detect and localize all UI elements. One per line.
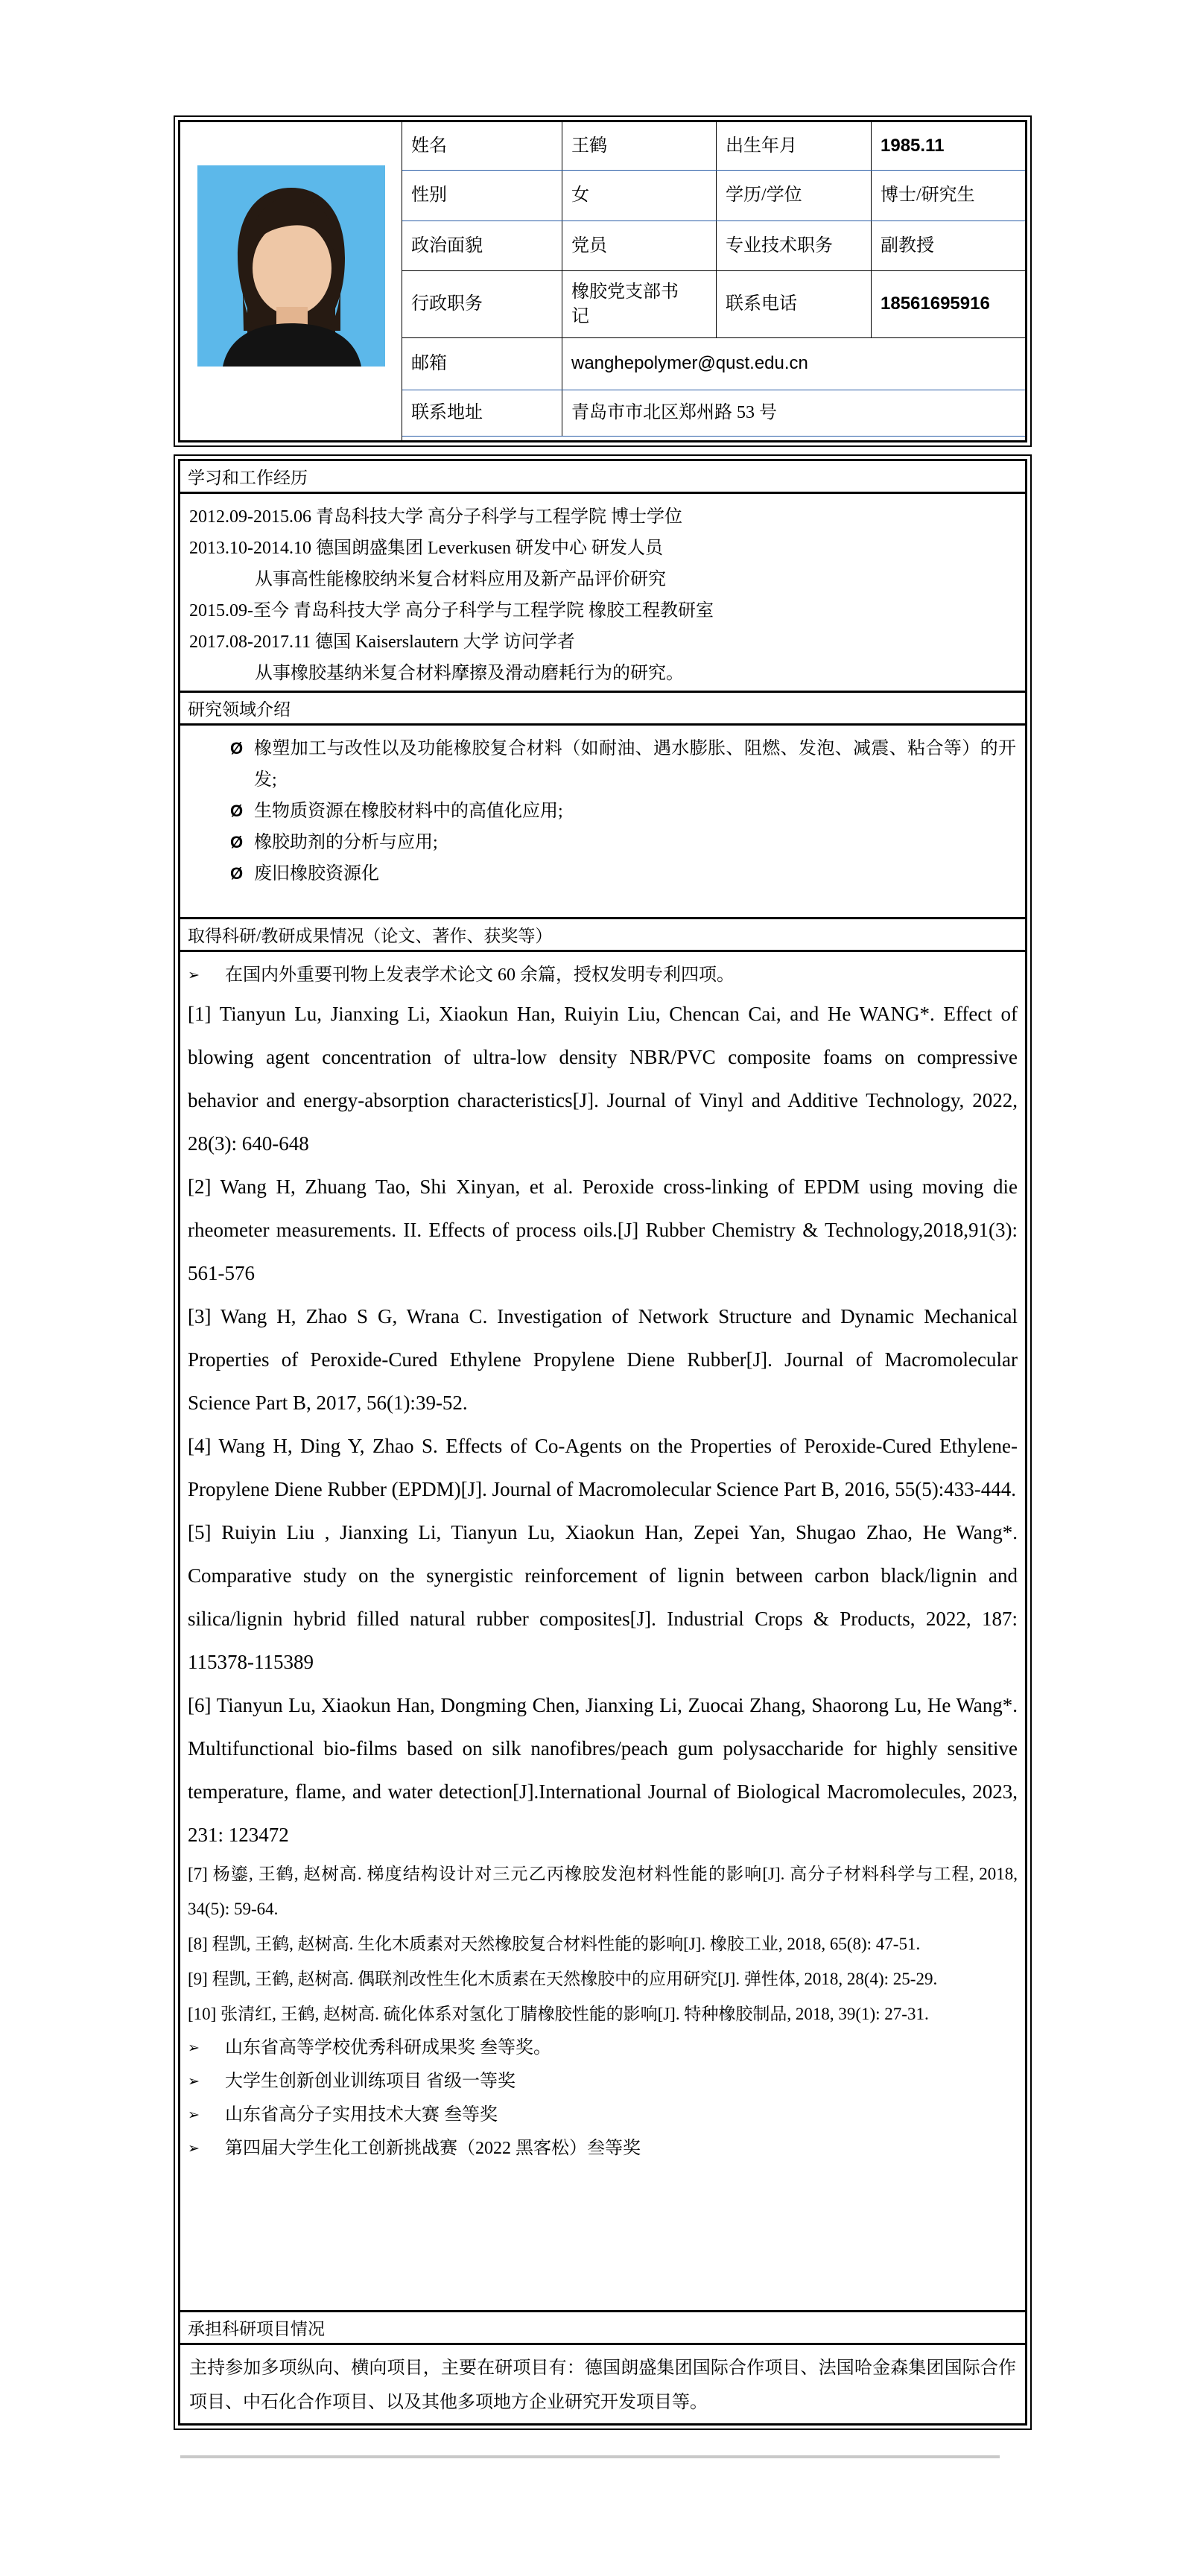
label-gender: 性别 <box>402 171 562 221</box>
publication-entry: [10] 张清红, 王鹤, 赵树高. 硫化体系对氢化丁腈橡胶性能的影响[J]. 特种橡胶制品, 2018, 39(1): 27-31. <box>188 2005 929 2023</box>
arrow-bullet-icon: ➢ <box>188 2107 200 2123</box>
experience-line: 2015.09-至今 青岛科技大学 高分子科学与工程学院 橡胶工程教研室 <box>189 601 714 621</box>
label-political-status: 政治面貌 <box>402 221 562 270</box>
info-row-gender <box>402 171 1025 221</box>
id-photo <box>197 165 385 367</box>
experience-line: 2013.10-2014.10 德国朗盛集团 Leverkusen 研发中心 研发人员 <box>189 539 663 558</box>
experience-line-indented: 从事高性能橡胶纳米复合材料应用及新产品评价研究 <box>255 570 666 589</box>
award-row <box>188 2065 1018 2098</box>
research-bullet-text: 橡塑加工与改性以及功能橡胶复合材料（如耐油、遇水膨胀、阻燃、发泡、减震、粘合等）的开发; <box>254 739 1016 790</box>
research-bullet-row <box>189 796 1016 827</box>
achievements-intro-text: 在国内外重要刊物上发表学术论文 60 余篇，授权发明专利四项。 <box>225 965 735 985</box>
value-gender: 女 <box>562 171 717 221</box>
publication-entry: [9] 程凯, 王鹤, 赵树高. 偶联剂改性生化木质素在天然橡胶中的应用研究[J]. 弹性体, 2018, 28(4): 25-29. <box>188 1970 938 1988</box>
award-text: 第四届大学生化工创新挑战赛（2022 黑客松）叁等奖 <box>225 2139 641 2158</box>
research-bullet-row <box>189 733 1016 796</box>
details-table-inner <box>178 459 1027 2426</box>
research-bullet-text: 橡胶助剂的分析与应用; <box>254 833 438 852</box>
diamond-bullet-icon: Ø <box>230 802 244 820</box>
info-row-email <box>402 338 1025 390</box>
research-bullet-row <box>189 858 1016 889</box>
section-header-research: 研究领域介绍 <box>180 693 1025 726</box>
value-professional-title: 副教授 <box>881 235 934 256</box>
info-grid <box>402 122 1025 440</box>
arrow-bullet-icon: ➢ <box>188 967 200 983</box>
label-admin-position: 行政职务 <box>402 271 562 337</box>
publication-entry: [7] 杨鎏, 王鹤, 赵树高. 梯度结构设计对三元乙丙橡胶发泡材料性能的影响[J]. 高分子材料科学与工程, 2018, 34(5): 59-64. <box>188 1865 1018 1918</box>
publication-entry: [6] Tianyun Lu, Xiaokun Han, Dongming Chen, Jianxing Li, Zuocai Zhang, Shaorong Lu, He Wang*. Multifunctional bio-films based on silk nanofibres/peach gum polysaccharide for highly sensitive temperature, flame, and water detection[J].International Journal of Biological Macromolecules, 2023, 231: 123472 <box>188 1694 1018 1846</box>
value-email: wanghepolymer@qust.edu.cn <box>571 353 808 374</box>
value-birthdate: 1985.11 <box>881 135 945 156</box>
research-bullet-text: 废旧橡胶资源化 <box>254 864 379 883</box>
label-phone: 联系电话 <box>717 271 872 337</box>
value-political-status: 党员 <box>562 221 717 270</box>
research-bullet-row <box>189 827 1016 858</box>
section-header-achievements: 取得科研/教研成果情况（论文、著作、获奖等） <box>180 919 1025 952</box>
arrow-bullet-icon: ➢ <box>188 2073 200 2090</box>
info-row-political <box>402 221 1025 271</box>
experience-line: 2017.08-2017.11 德国 Kaiserslautern 大学 访问学者 <box>189 632 575 652</box>
award-text: 山东省高等学校优秀科研成果奖 叁等奖。 <box>225 2038 551 2058</box>
value-phone: 18561695916 <box>881 294 990 314</box>
arrow-bullet-icon: ➢ <box>188 2140 200 2157</box>
section-header-projects: 承担科研项目情况 <box>180 2312 1025 2345</box>
info-row-address <box>402 390 1025 437</box>
personal-info-table <box>174 115 1032 447</box>
award-row <box>188 2132 1018 2166</box>
value-admin-position: 橡胶党支部书记 <box>562 271 717 337</box>
publication-entry: [5] Ruiyin Liu , Jianxing Li, Tianyun Lu, Xiaokun Han, Zepei Yan, Shugao Zhao, He Wang*. Comparative study on the synergistic reinforcement of lignin between carbon black/lignin and silica/lignin hybrid filled natural rubber composites[J]. Industrial Crops & Products, 2022, 187: 115378-115389 <box>188 1521 1018 1673</box>
experience-line: 2012.09-2015.06 青岛科技大学 高分子科学与工程学院 博士学位 <box>189 507 682 527</box>
diamond-bullet-icon: Ø <box>230 864 244 883</box>
page-separator <box>180 2455 1000 2458</box>
publication-entry: [1] Tianyun Lu, Jianxing Li, Xiaokun Han, Ruiyin Liu, Chencan Cai, and He WANG*. Effect of blowing agent concentration of ultra-low density NBR/PVC composite foams on compressive behavior and energy-absorption characteristics[J]. Journal of Vinyl and Additive Technology, 2022, 28(3): 640-648 <box>188 1003 1018 1155</box>
info-row-name <box>402 122 1025 171</box>
diamond-bullet-icon: Ø <box>230 833 244 851</box>
personal-info-table-inner <box>178 120 1027 442</box>
award-row <box>188 2098 1018 2132</box>
info-row-admin <box>402 271 1025 338</box>
label-birthdate: 出生年月 <box>717 122 872 170</box>
arrow-bullet-icon: ➢ <box>188 2040 200 2056</box>
label-name: 姓名 <box>402 122 562 170</box>
label-professional-title: 专业技术职务 <box>717 221 872 270</box>
label-address: 联系地址 <box>402 390 562 436</box>
award-text: 大学生创新创业训练项目 省级一等奖 <box>225 2072 515 2091</box>
research-bullet-text: 生物质资源在橡胶材料中的高值化应用; <box>254 802 563 821</box>
photo-cell <box>180 122 402 440</box>
projects-text: 主持参加多项纵向、横向项目，主要在研项目有：德国朗盛集团国际合作项目、法国哈金森集团国际合作项目、中石化合作项目、以及其他多项地方企业研究开发项目等。 <box>189 2358 1016 2412</box>
section-content-experience <box>180 494 1025 693</box>
experience-line-indented: 从事橡胶基纳米复合材料摩擦及滑动磨耗行为的研究。 <box>255 664 684 683</box>
diamond-bullet-icon: Ø <box>230 739 244 758</box>
section-content-achievements <box>180 952 1025 2312</box>
details-table <box>174 454 1032 2430</box>
publication-entry: [4] Wang H, Ding Y, Zhao S. Effects of Co-Agents on the Properties of Peroxide-Cured Ethylene-Propylene Diene Rubber (EPDM)[J]. Journal of Macromolecular Science Part B, 2016, 55(5):433-444. <box>188 1435 1018 1500</box>
section-header-experience: 学习和工作经历 <box>180 461 1025 494</box>
publication-entry: [3] Wang H, Zhao S G, Wrana C. Investigation of Network Structure and Dynamic Mechanical Properties of Peroxide-Cured Ethylene Propylene Diene Rubber[J]. Journal of Macromolecular Science Part B, 2017, 56(1):39-52. <box>188 1305 1018 1414</box>
value-degree: 博士/研究生 <box>881 185 975 206</box>
award-text: 山东省高分子实用技术大赛 叁等奖 <box>225 2105 498 2125</box>
section-content-projects <box>180 2345 1025 2423</box>
label-degree: 学历/学位 <box>717 171 872 221</box>
publication-entry: [2] Wang H, Zhuang Tao, Shi Xinyan, et al. Peroxide cross-linking of EPDM using moving die rheometer measurements. II. Effects of process oils.[J] Rubber Chemistry & Technology,2018,91(3): 561-576 <box>188 1176 1018 1284</box>
value-address: 青岛市市北区郑州路 53 号 <box>571 403 777 423</box>
value-name: 王鹤 <box>562 122 717 170</box>
section-content-research <box>180 726 1025 919</box>
publication-entry: [8] 程凯, 王鹤, 赵树高. 生化木质素对天然橡胶复合材料性能的影响[J]. 橡胶工业, 2018, 65(8): 47-51. <box>188 1935 921 1953</box>
label-email: 邮箱 <box>402 338 562 390</box>
award-row <box>188 2031 1018 2065</box>
portrait-photo-graphic <box>197 165 385 367</box>
achievements-intro-row <box>188 958 1018 992</box>
